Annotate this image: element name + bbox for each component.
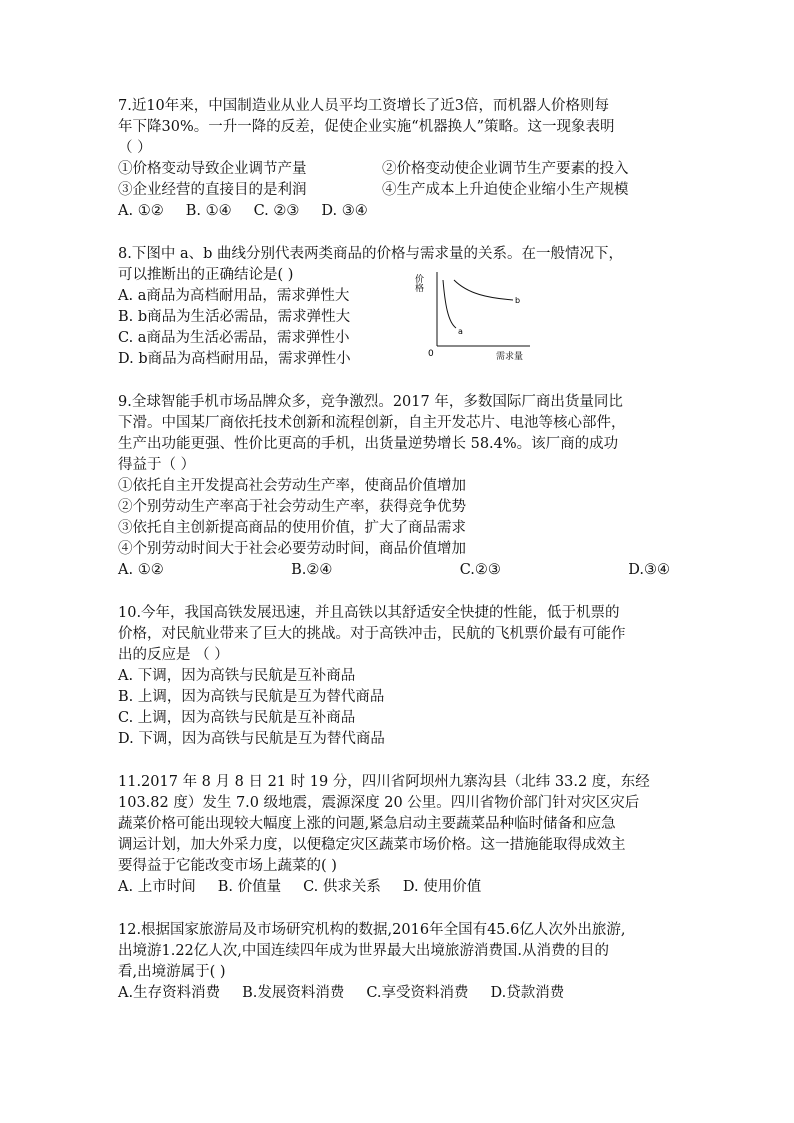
statement-3: ③企业经营的直接目的是利润 xyxy=(118,182,307,198)
y-axis-label: 价格 xyxy=(413,274,423,292)
question-stem-line: 调运计划，加大外采力度，以便稳定灾区蔬菜市场价格。这一措施能取得成效主 xyxy=(118,837,626,853)
option-d: D. ③④ xyxy=(321,203,368,219)
question-stem-line: 11.2017 年 8 月 8 日 21 时 19 分，四川省阿坝州九寨沟县（北纬 33.2 度，东经 xyxy=(118,774,650,790)
statement-1: ①依托自主开发提高社会劳动生产率，使商品价值增加 xyxy=(118,478,466,494)
question-stem-line: 9.全球智能手机市场品牌众多，竞争激烈。2017 年，多数国际厂商出货量同比 xyxy=(118,394,623,410)
curve-b xyxy=(454,280,513,300)
question-stem-line: 要得益于它能改变市场上蔬菜的( ) xyxy=(118,858,337,874)
option-d: D. 下调，因为高铁与民航是互为替代商品 xyxy=(118,731,385,747)
question-7 xyxy=(118,96,678,222)
option-d: D.③④ xyxy=(628,562,670,578)
question-stem-line: 12.根据国家旅游局及市场研究机构的数据,2016年全国有45.6亿人次外出旅游, xyxy=(118,922,626,938)
option-row xyxy=(118,877,678,898)
option-a: A. ①② xyxy=(118,203,164,219)
question-stem-line: 价格，对民航业带来了巨大的挑战。对于高铁冲击，民航的飞机票价最有可能作 xyxy=(118,626,626,642)
question-stem-line: 出境游1.22亿人次,中国连续四年成为世界最大出境旅游消费国.从消费的目的 xyxy=(118,943,610,959)
question-11 xyxy=(118,772,678,898)
question-stem-line: 7.近10年来，中国制造业从业人员平均工资增长了近3倍，而机器人价格则每 xyxy=(118,98,610,114)
question-8 xyxy=(118,244,678,370)
option-c: C. 上调，因为高铁与民航是互补商品 xyxy=(118,710,356,726)
statement-2: ②价格变动使企业调节生产要素的投入 xyxy=(382,161,629,177)
question-stem-line: 看,出境游属于( ) xyxy=(118,964,226,980)
curve-b-label: b xyxy=(515,296,521,305)
option-b: B. ①④ xyxy=(185,203,232,219)
option-a: A. a商品为高档耐用品，需求弹性大 xyxy=(118,288,350,304)
question-9 xyxy=(118,392,678,581)
option-b: B. b商品为生活必需品，需求弹性大 xyxy=(118,309,351,325)
question-stem-line: 下滑。中国某厂商依托技术创新和流程创新，自主开发芯片、电池等核心部件， xyxy=(118,415,626,431)
option-a: A. 上市时间 xyxy=(118,879,196,895)
option-c: C. 供求关系 xyxy=(303,879,381,895)
option-a: A. ①② xyxy=(118,562,164,578)
option-a: A.生存资料消费 xyxy=(118,985,221,1001)
answer-bracket: （ ） xyxy=(118,140,152,156)
question-stem-line: 103.82 度）发生 7.0 级地震，震源深度 20 公里。四川省物价部门针对灾区灾后 xyxy=(118,795,640,811)
curve-a xyxy=(443,280,456,328)
option-c: C. ②③ xyxy=(253,203,300,219)
option-row xyxy=(118,201,678,222)
statement-3: ③依托自主创新提高商品的使用价值，扩大了商品需求 xyxy=(118,520,466,536)
question-stem-line: 得益于（ ） xyxy=(118,457,196,473)
question-stem-line: 年下降30%。一升一降的反差，促使企业实施“机器换人”策略。这一现象表明 xyxy=(118,119,615,135)
option-row xyxy=(118,983,678,1004)
option-b: B. 价值量 xyxy=(217,879,282,895)
option-b: B.②④ xyxy=(291,562,333,578)
question-stem-line: 10.今年，我国高铁发展迅速，并且高铁以其舒适安全快捷的性能，低于机票的 xyxy=(118,605,620,621)
option-d: D.贷款消费 xyxy=(490,985,565,1001)
statement-1: ①价格变动导致企业调节产量 xyxy=(118,161,307,177)
x-axis-label: 需求量 xyxy=(496,352,524,362)
question-stem-line: 生产出功能更强、性价比更高的手机，出货量逆势增长 58.4%。该厂商的成功 xyxy=(118,436,619,452)
question-stem-line: 可以推断出的正确结论是( ) xyxy=(118,267,294,283)
option-d: D. 使用价值 xyxy=(402,879,482,895)
question-stem-line: 蔬菜价格可能出现较大幅度上涨的问题,紧急启动主要蔬菜品种临时储备和应急 xyxy=(118,816,616,832)
statement-grid xyxy=(118,159,678,201)
question-12 xyxy=(118,920,678,1004)
statement-2: ②个别劳动生产率高于社会劳动生产率，获得竞争优势 xyxy=(118,499,466,515)
option-c: C.享受资料消费 xyxy=(366,985,469,1001)
option-c: C. a商品为生活必需品，需求弹性小 xyxy=(118,330,350,346)
option-b: B.发展资料消费 xyxy=(242,985,345,1001)
question-10 xyxy=(118,603,678,750)
option-d: D. b商品为高档耐用品，需求弹性小 xyxy=(118,351,351,367)
demand-curve-chart xyxy=(413,264,538,364)
option-c: C.②③ xyxy=(459,562,501,578)
exam-page xyxy=(118,96,678,1026)
question-stem-line: 8.下图中 a、b 曲线分别代表两类商品的价格与需求量的关系。在一般情况下， xyxy=(118,246,623,262)
statement-4: ④个别劳动时间大于社会必要劳动时间，商品价值增加 xyxy=(118,541,466,557)
option-row xyxy=(118,560,670,581)
statement-4: ④生产成本上升迫使企业缩小生产规模 xyxy=(382,182,629,198)
origin-label: 0 xyxy=(428,349,434,359)
curve-a-label: a xyxy=(458,327,463,336)
option-a: A. 下调，因为高铁与民航是互补商品 xyxy=(118,668,356,684)
question-stem-line: 出的反应是 （ ） xyxy=(118,647,229,663)
option-b: B. 上调，因为高铁与民航是互为替代商品 xyxy=(118,689,385,705)
